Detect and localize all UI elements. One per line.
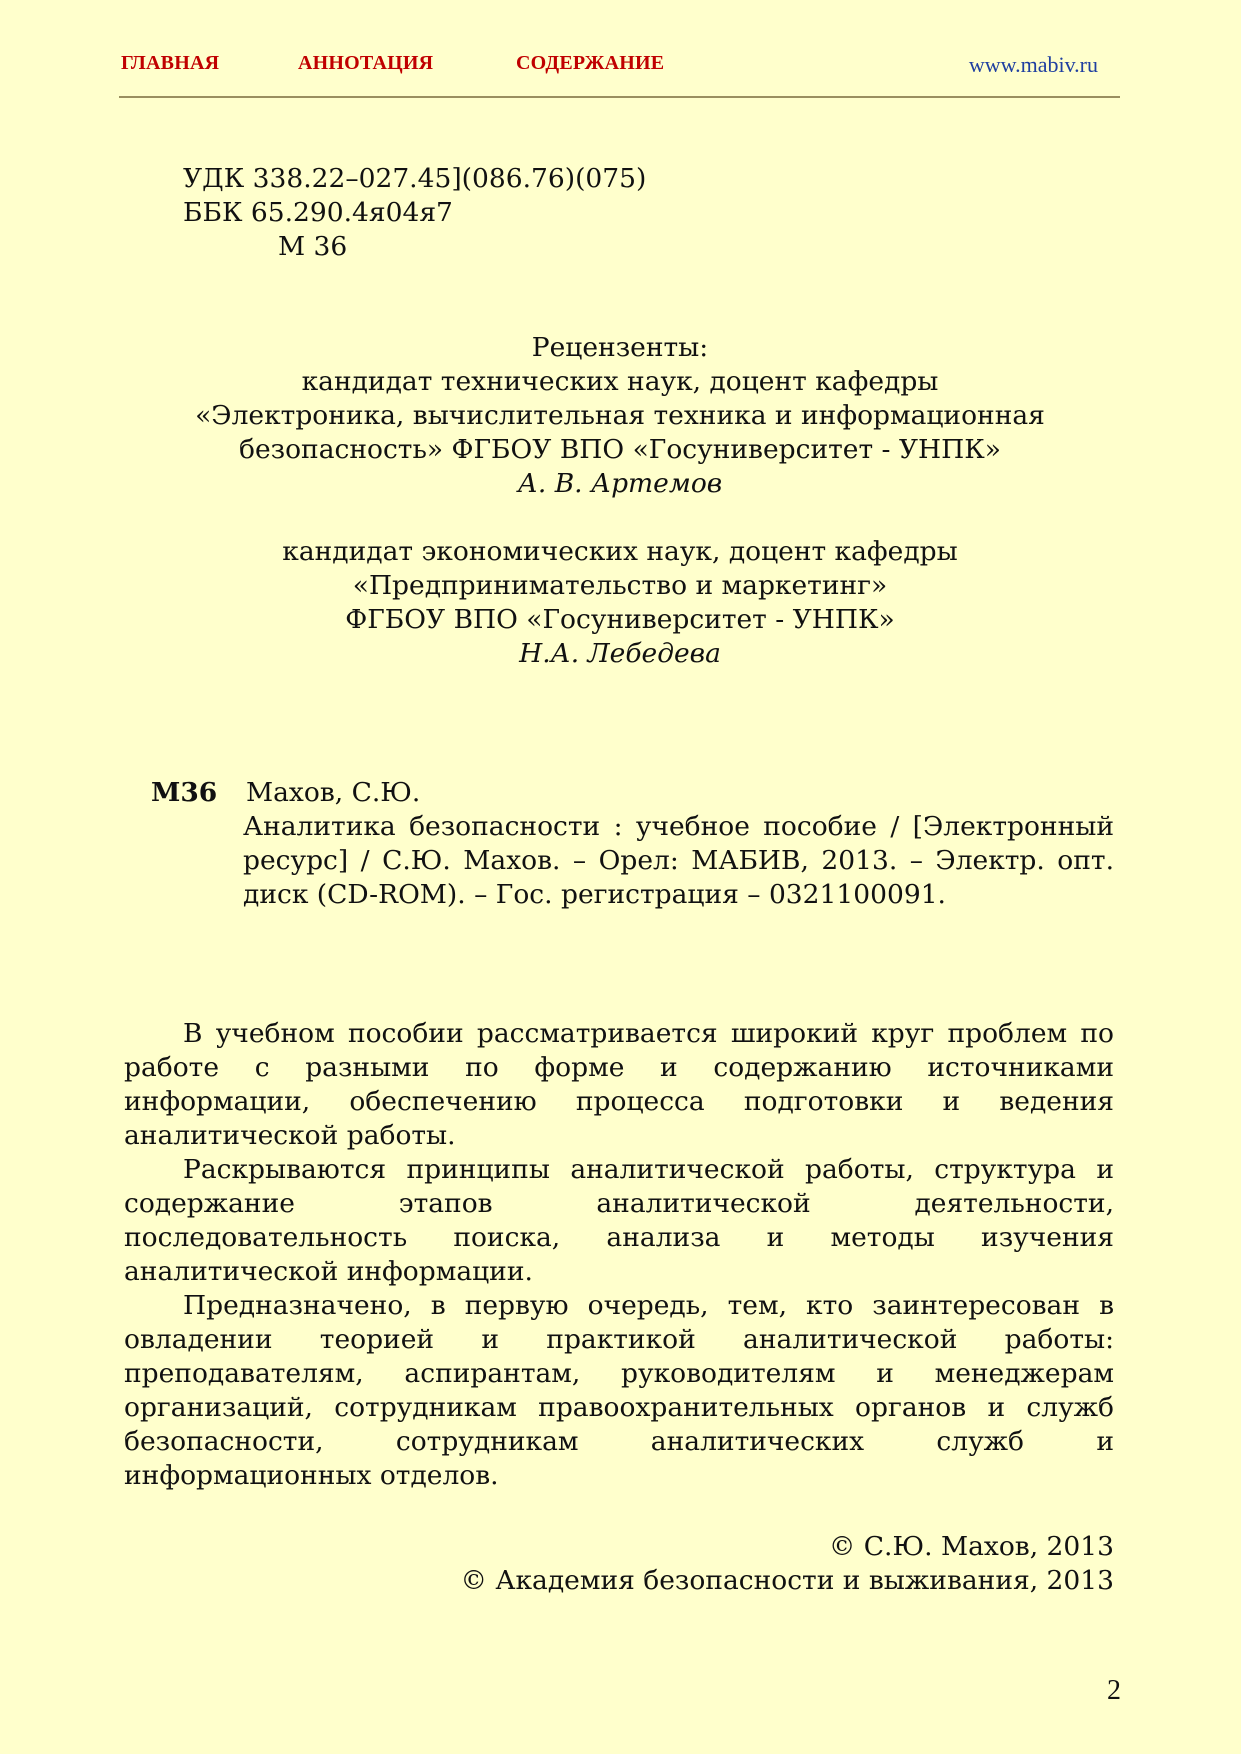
top-navigation (121, 52, 1119, 82)
reviewer2-line3: ФГБОУ ВПО «Госуниверситет - УНПК» (345, 604, 895, 635)
reviewer1-name: А. В. Артемов (517, 468, 723, 499)
bbk-code: ББК 65.290.4я04я7 (183, 197, 453, 228)
site-url-link[interactable]: www.mabiv.ru (968, 52, 1098, 77)
nav-link-home[interactable]: ГЛАВНАЯ (121, 52, 220, 74)
annotation-paragraph-1: В учебном пособии рассматривается широкий круг проблем по работе с разными по форме и содержанию источниками информации, обеспечению процесса подготовки и ведения аналитической работы. (124, 1018, 1114, 1151)
copyright-author: © С.Ю. Махов, 2013 (828, 1531, 1114, 1562)
author-mark: М 36 (278, 231, 348, 262)
reviewer2-line2: «Предпринимательство и маркетинг» (352, 570, 888, 601)
header-divider (119, 96, 1120, 98)
reviewer1-line2: «Электроника, вычислительная техника и информационная (195, 400, 1045, 431)
reviewer1-line3: безопасность» ФГБОУ ВПО «Госуниверситет - УНПК» (238, 434, 1002, 465)
reviewers-title: Рецензенты: (531, 332, 709, 363)
nav-link-contents[interactable]: СОДЕРЖАНИЕ (516, 52, 665, 74)
reviewer2-line1: кандидат экономических наук, доцент кафедры (282, 536, 958, 567)
annotation-paragraph-2: Раскрываются принципы аналитической работы, структура и содержание этапов аналитической деятельности, последовательность поиска, анализа и методы изучения аналитической информации. (124, 1154, 1114, 1287)
annotation-paragraph-3: Предназначено, в первую очередь, тем, кто заинтересован в овладении теорией и практикой аналитической работы: преподавателям, аспирантам, руководителям и менеджерам организаций, сотрудникам правоохранительных органов и служб безопасности, сотрудникам аналитических служб и информационных отделов. (124, 1290, 1114, 1491)
copyright-publisher: © Академия безопасности и выживания, 2013 (460, 1565, 1114, 1596)
reviewer1-line1: кандидат технических наук, доцент кафедры (301, 366, 939, 397)
bibliography-author: Махов, С.Ю. (246, 777, 421, 808)
bibliography-description: Аналитика безопасности : учебное пособие / [Электронный ресурс] / С.Ю. Махов. – Орел: МАБИВ, 2013. – Электр. опт. диск (CD-ROM). – Гос. регистрация – 0321100091. (243, 811, 1114, 910)
annotation-text (124, 1017, 1114, 1493)
udk-code: УДК 338.22–027.45](086.76)(075) (183, 163, 647, 194)
nav-link-annotation[interactable]: АННОТАЦИЯ (298, 52, 434, 74)
reviewer2-name: Н.А. Лебедева (519, 638, 721, 669)
bibliography-code: М36 (151, 777, 218, 808)
page-number: 2 (1107, 1675, 1121, 1706)
